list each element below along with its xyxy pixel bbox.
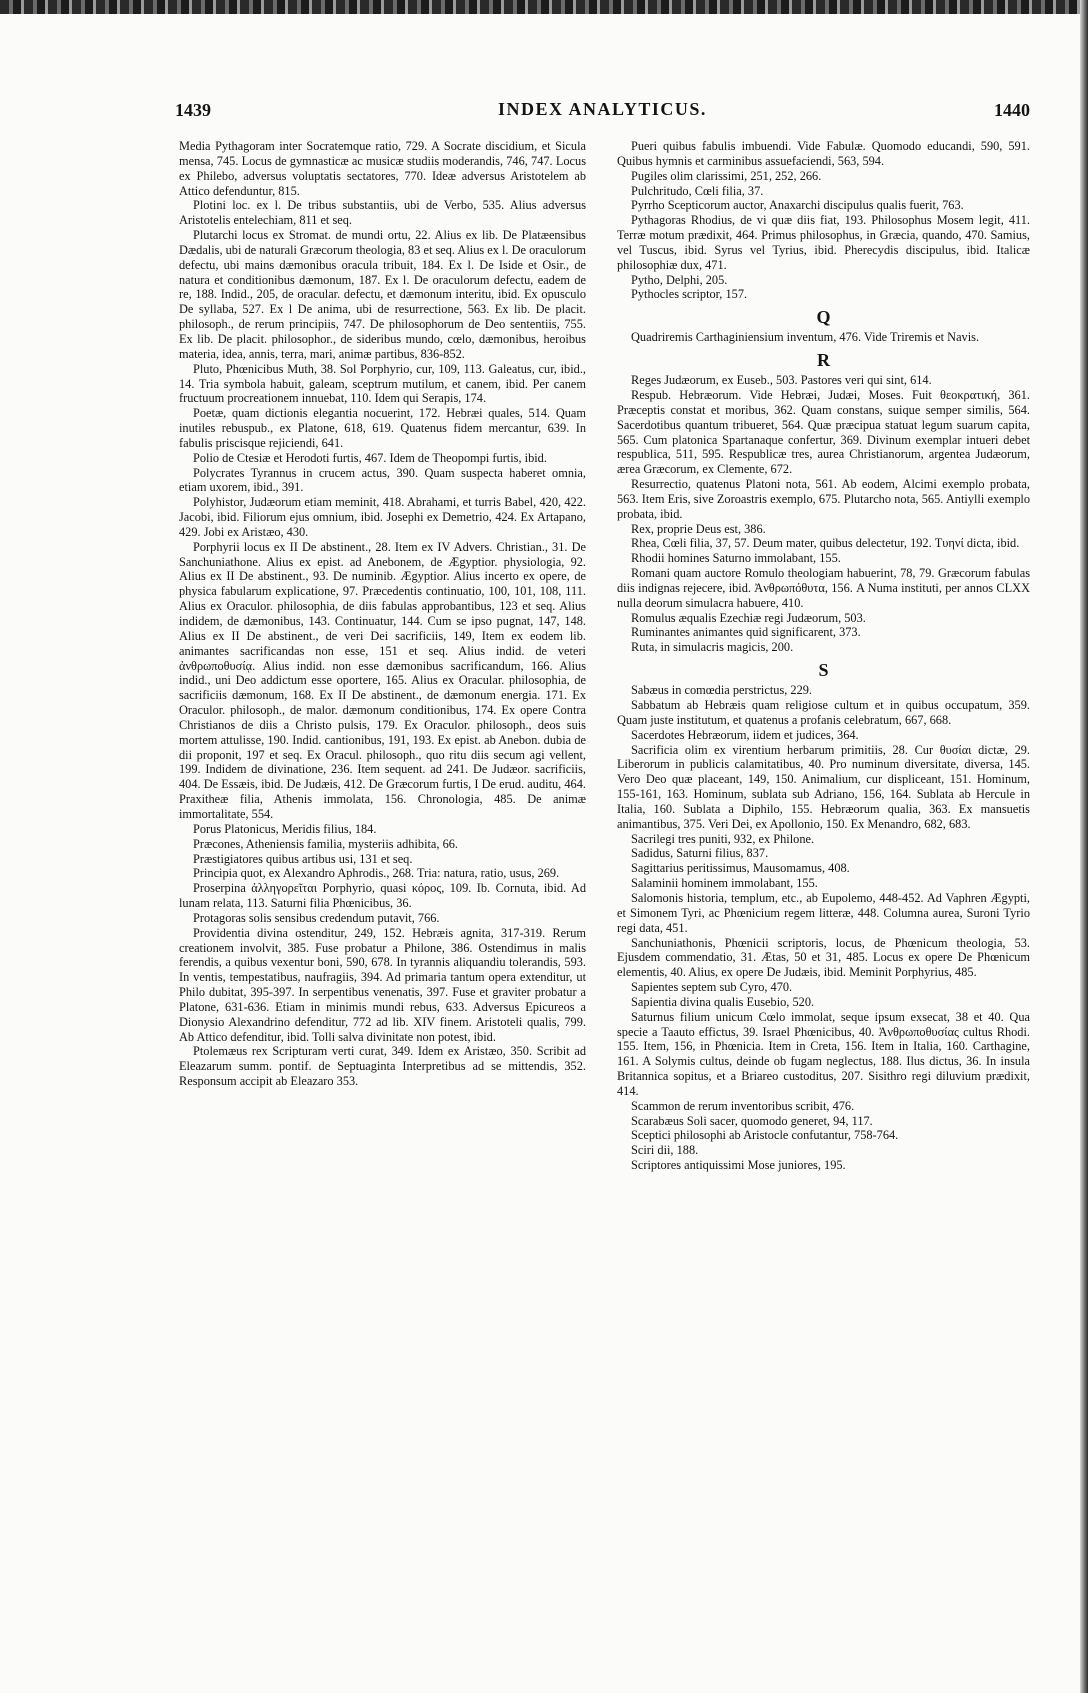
page-number-left: 1439 <box>175 100 211 120</box>
index-entry: Scriptores antiquissimi Mose juniores, 195. <box>631 1158 846 1173</box>
index-entry: Salaminii hominem immolabant, 155. <box>631 876 818 891</box>
index-entry: Protagoras solis sensibus credendum putavit, 766. <box>193 910 440 925</box>
index-entry: Pugiles olim clarissimi, 251, 252, 266. <box>631 168 822 183</box>
index-entry: Pythocles scriptor, 157. <box>631 287 748 302</box>
index-entry: Media Pythagoram inter Socratemque ratio, 729. A Socrate discidium, et Sicula mensa, 745. Locus de gymnasticæ ac musicæ studiis moderandis, 746, 747. Locus ex Philebo, adversus voluptatis sectatores, 770. Ideæ adversus Aristotelem ab Attico defenduntur, 815. <box>179 139 586 198</box>
index-entry: Plotini loc. ex l. De tribus substantiis, ubi de Verbo, 535. Alius adversus Aristotelis entelechiam, 811 et seq. <box>179 198 586 228</box>
scan-edge-right <box>1080 0 1088 1693</box>
index-entry: Pulchritudo, Cœli filia, 37. <box>631 183 764 198</box>
index-entry: Scammon de rerum inventoribus scribit, 476. <box>631 1098 855 1113</box>
index-entry: Salomonis historia, templum, etc., ab Eupolemo, 448-452. Ad Vaphren Ægypti, et Simonem Tyri, ac Phœnicium regem litteræ, 448. Columna aurea, Suroni Tyrio regi data, 451. <box>617 890 1030 935</box>
index-entry: Rhodii homines Saturno immolabant, 155. <box>631 551 841 566</box>
index-entry: Polycrates Tyrannus in crucem actus, 390. Quam suspecta haberet omnia, etiam uxorem, ibid., 391. <box>179 465 586 495</box>
index-entry: Pythagoras Rhodius, de vi quæ diis fiat, 193. Philosophus Mosem legit, 411. Terræ motum prædixit, 464. Primus philosophus, in Græcia, quando, 470. Samius, vel Tuscus, ibid. Syrus vel Tyrius, ibid. Pherecydis discipulus, ibid. Italicæ philosophiæ dux, 471. <box>617 213 1030 272</box>
index-entry: Pytho, Delphi, 205. <box>631 272 728 287</box>
index-entry: Sciri dii, 188. <box>631 1143 699 1158</box>
index-entry: Sabbatum ab Hebræis quam religiose cultum et in quibus occupatum, 359. Quam juste institutum, et quatenus a profanis celebratum, 667, 668. <box>617 698 1030 727</box>
index-entry: Porus Platonicus, Meridis filius, 184. <box>193 821 377 836</box>
index-entry: Polyhistor, Judæorum etiam meminit, 418. Abrahami, et turris Babel, 420, 422. Jacobi, ibid. Filiorum ejus omnium, ibid. Josephi ex Demetrio, 424. Ex Artapano, 429. Jobi ex Aristæo, 430. <box>179 495 586 539</box>
index-entry: Sacerdotes Hebræorum, iidem et judices, 364. <box>631 727 859 742</box>
index-entry: Sacrilegi tres puniti, 932, ex Philone. <box>631 831 815 846</box>
index-entry: Saturnus filium unicum Cœlo immolat, seque ipsum exsecat, 38 et 40. Qua specie a Taauto effictus, 39. Israel Phœnicibus, 40. Ἀνθρωποθυσίας cultus Rhodi. 155. Item, 156, in Phœnicia. Item in Creta, 156. Item in Italia, 160. Carthagine, 161. A Solymis cultus, deinde ob fugam neglectus, 188. Ilus dictus, 36. In insula Britannica sopitus, et a Briareo custoditus, 207. Sisithro regi diluvium prædixit, 414. <box>617 1009 1030 1098</box>
index-entry: Respub. Hebræorum. Vide Hebræi, Judæi, Moses. Fuit θεοκρατική, 361. Præceptis constat et moribus, 362. Quam constans, suique semper similis, 564. Sacerdotibus quantum tribueret, 564. Quæ præcipua statuat legum suarum capita, 565. Cum platonica Spartanaque confertur, 369. Divinum exemplar intueri debet respublica, 511, 595. Respublicæ tres, aurea Christianorum, argentea Judæorum, ærea Græcorum, ex Clemente, 672. <box>617 387 1030 477</box>
index-entry: Sanchuniathonis, Phœnicii scriptoris, locus, de Phœnicum theologia, 53. Ejusdem commendatio, 31. Ætas, 50 et 31, 485. Locus ex opere De Phœnicum elementis, 40. Alius, ex opere De Judæis, ibid. Meminit Porphyrius, 485. <box>617 935 1030 980</box>
scan-artifact-top <box>0 0 1088 14</box>
index-entry: Præstigiatores quibus artibus usi, 131 et seq. <box>193 851 413 866</box>
index-entry: Pueri quibus fabulis imbuendi. Vide Fabulæ. Quomodo educandi, 590, 591. Quibus hymnis et carminibus assuefaciendi, 563, 594. <box>617 139 1030 168</box>
index-entry: Principia quot, ex Alexandro Aphrodis., 268. Tria: natura, ratio, usus, 269. <box>193 866 560 881</box>
index-entry: Præcones, Atheniensis familia, mysteriis adhibita, 66. <box>193 836 459 851</box>
index-entry: Resurrectio, quatenus Platoni nota, 561. Ab eodem, Alcimi exemplo probata, 563. Item Eris, sive Zoroastris exemplo, 675. Plutarcho nota, 565. Antiylli exemplo probata, ibid. <box>617 477 1030 521</box>
index-entry: Romani quam auctore Romulo theologiam habuerint, 78, 79. Græcorum fabulas diis indignas rejecere, ibid. Ἀνθρωπόθυτα, 156. A Numa instituti, per annos CLXX nulla deorum simulacra habuere, 410. <box>617 566 1030 610</box>
index-entry: Scarabæus Soli sacer, quomodo generet, 94, 117. <box>631 1113 873 1128</box>
index-entry: Ruminantes animantes quid significarent, 373. <box>631 625 861 640</box>
index-entry: Polio de Ctesiæ et Herodoti furtis, 467. Idem de Theopompi furtis, ibid. <box>193 450 547 465</box>
index-entry: Sadidus, Saturni filius, 837. <box>631 846 769 861</box>
index-entry: Reges Judæorum, ex Euseb., 503. Pastores veri qui sint, 614. <box>631 373 932 388</box>
index-entry: Sacrificia olim ex virentium herbarum primitiis, 28. Cur θυσίαι dictæ, 29. Liberorum in publicis calamitatibus, 40. Pro numinum diversitate, diversa, 145. Vero Deo quæ placeant, 149, 150. Animalium, cur displiceant, 151. Hominum, 155-161, 163. Hominum, sublata sub Adriano, 156, 164. Sublata ab Hercule in Italia, 160. Sublata a Diphilo, 155. Hebræorum qualia, 363. Ex mansuetis animantibus, 375. Veri Dei, ex Apollonio, 150. Ex Menandro, 682, 683. <box>617 742 1030 831</box>
index-entry: Proserpina ἀλληγορεῖται Porphyrio, quasi κόρος, 109. Ib. Cornuta, ibid. Ad lunam relata, 113. Saturni filia Phœnicibus, 36. <box>179 881 586 911</box>
index-entry: Sapientia divina qualis Eusebio, 520. <box>631 994 815 1009</box>
index-entry: Porphyrii locus ex II De abstinent., 28. Item ex IV Advers. Christian., 31. De Sanchuniathone. Alius ex epist. ad Anebonem, de Ægyptior. physiologia, 92. Alius ex II De abstinent., 93. De numinib. Ægyptior. Alius incerto ex opere, de physica fabularum explicatione, 97. Præcedentis continuatio, 100, 101, 108, 111. Alius ex Oraculor. philosophia, de diis fabulas approbantibus, 123 et seq. Alius indidem, de dæmonibus, 143. Continuatur, 144. Cum se ipso pugnat, 147, 148. Alius ex II De abstinent., de veri Dei sacrificiis, 149, Item ex eodem lib. animantes sacrificandas non esse, 151 et seq. Alius indid. de veteri ἀνθρωποθυσίᾳ. Alius indid. non esse dæmonibus sacrificandum, 166. Alius indid., uni Deo addictum esse oportere, 165. Alius ex Oracular. philosophia, de sacrificiis dæmonum, 168. Ex II De abstinent., de dæmonum energia. 171. Ex Oraculor. philosoph., de malor. dæmonum conditionibus, 174. Ex opere Contra Christianos de diis a Christo pulsis, 179. Ex Oraculor. philosoph., deos suis mortem attulisse, 190. Indid. cantionibus, 191, 193. Ex epist. ab Anebon. dubia de dii proponit, 197 et seq. Ex Oracul. philosoph., quo ritu diis secum agi vellent, 199. Indidem de divinatione, 236. Item sequent. ad 241. De Judæor. sacrificiis, 404. De Essæis, ibid. De Judæis, 412. De Græcorum furtis, I De erud. auditu, 464. Praxitheæ filia, Athenis immolata, 156. Chronologia, 485. De animæ immortalitate, 554. <box>179 539 586 821</box>
section-letter: S <box>818 660 829 681</box>
index-entry: Sceptici philosophi ab Aristocle confutantur, 758-764. <box>631 1128 899 1143</box>
index-entry: Providentia divina ostenditur, 249, 152. Hebræis agnita, 317-319. Rerum creationem involvit, 385. Fuse probatur a Philone, 386. Ostendimus in malis ferendis, a quibus vexentur boni, 590, 678. In tyrannis aliquandiu tolerandis, 593. In ventis, tempestatibus, naufragiis, 394. Ad primaria tantum opera extenditur, ut Philo dubitat, 395-397. In serpentibus venenatis, 397. Fuse et graviter probatur a Platone, 631-636. Etiam in minimis mundi rebus, 633. Adversus Epicureos a Dionysio Alexandrino defenditur, 772 ad lib. XIV finem. Aristoteli qualis, 799. Ab Attico defenditur, ibid. Tolli salva divinitate non potest, ibid. <box>179 925 586 1044</box>
index-entry: Plutarchi locus ex Stromat. de mundi ortu, 22. Alius ex lib. De Platæensibus Dædalis, ubi de naturali Græcorum theologia, 83 et seq. Alius ex l. De oraculorum defectu, ubi mains dæmonibus oracula tribuit, 184. Ex l. De Iside et Osir., de natura et conditionibus dæmonum, 187. Ex l. De oraculorum defectu, eadem de re, 188. Indid., 205, de oracular. defectu, et dæmonum interitu, ibid. Ex opusculo De syllaba, 527. Ex l De anima, ubi de resurrectione, 563. Ex lib. De placit. philosoph., de rerum principiis, 747. De philosophorum de Deo sententiis, 755. Ex lib. De placit. philosophor., de sideribus mundo, cœlo, dæmonibus, heroibus materia, idea, annis, terra, mari, animæ partibus, 836-852. <box>179 228 586 361</box>
index-entry: Sabæus in comœdia perstrictus, 229. <box>631 683 813 698</box>
running-title: INDEX ANALYTICUS. <box>498 99 707 119</box>
page-number-right: 1440 <box>994 100 1030 120</box>
index-entry: Romulus æqualis Ezechiæ regi Judæorum, 503. <box>631 610 866 625</box>
section-letter: R <box>817 350 830 371</box>
section-letter: Q <box>816 307 831 328</box>
index-entry: Ptolemæus rex Scripturam verti curat, 349. Idem ex Aristæo, 350. Scribit ad Eleazarum summ. pontif. de Septuaginta Interpretibus ad se mittendis, 352. Responsum accipit ab Eleazaro 353. <box>179 1044 586 1089</box>
index-entry: Quadriremis Carthaginiensium inventum, 476. Vide Triremis et Navis. <box>631 330 980 345</box>
index-entry: Poetæ, quam dictionis elegantia nocuerint, 172. Hebræi quales, 514. Quam inutiles rebuspub., ex Platone, 618, 619. Quatenus fidem mercantur, 639. In fabulis priscisque rejiciendi, 641. <box>179 406 586 450</box>
index-entry: Rhea, Cœli filia, 37, 57. Deum mater, quibus delectetur, 192. Τυηνί dicta, ibid. <box>631 536 1020 551</box>
index-entry: Pluto, Phœnicibus Muth, 38. Sol Porphyrio, cur, 109, 113. Galeatus, cur, ibid., 14. Tria symbola habuit, galeam, sceptrum mutilum, et canem, ibid. Per canem fructuum procreationem innuebat, 110. Idem qui Serapis, 174. <box>179 361 586 406</box>
index-column-left <box>179 139 586 1089</box>
index-entry: Ruta, in simulacris magicis, 200. <box>631 640 794 655</box>
index-entry: Rex, proprie Deus est, 386. <box>631 521 766 536</box>
index-entry: Pyrrho Scepticorum auctor, Anaxarchi discipulus qualis fuerit, 763. <box>631 198 964 213</box>
index-entry: Sagittarius peritissimus, Mausomamus, 408. <box>631 861 850 876</box>
index-entry: Sapientes septem sub Cyro, 470. <box>631 980 793 995</box>
index-column-right <box>617 139 1030 1173</box>
page-header <box>175 100 1030 126</box>
